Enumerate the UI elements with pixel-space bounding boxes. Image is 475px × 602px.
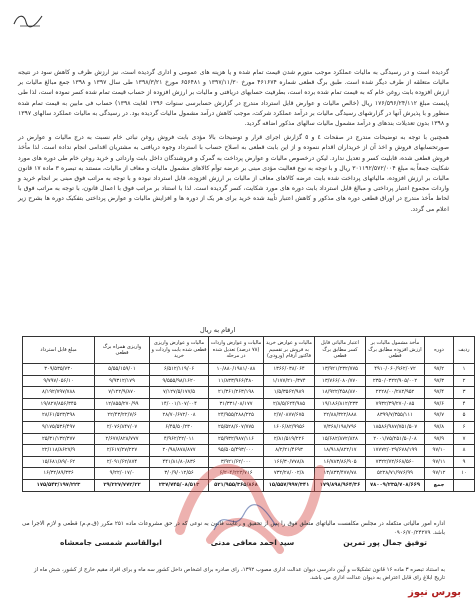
- table-units-label: ارقام به ریال: [200, 326, 236, 334]
- table-cell: ۶/۵۱۲/۱۱۹/۰۶: [150, 364, 209, 376]
- table-cell: ۱۶/۳۲/۸۹/۳۳۶: [23, 468, 95, 480]
- table-row: [23, 364, 475, 376]
- table-row: [23, 387, 475, 399]
- table-cell: ۷/۱۲۷/۵/۱۷۷/۵: [150, 387, 209, 399]
- table-cell: ۹۷/۸: [425, 421, 454, 433]
- table-cell: ۲۵/۵۲۸/۶۰۷/۷۷۵: [209, 421, 264, 433]
- table-cell: ۱۹/۱۸۶/۸۱۲/۲۳۳: [315, 398, 366, 410]
- table-cell: ۱۱/۸۳۳/۹۶۶/۴۸۰: [209, 375, 264, 387]
- table-cell: ۲/۰۷۶/۸۴۷/۰۷: [95, 421, 150, 433]
- table-cell: ۲/۶۱۷/۲۷/۲۲۷: [95, 445, 150, 457]
- table-cell: ۹۷/۳: [425, 375, 454, 387]
- table-cell: ۹۵/۵۰۵/۴۹۳/۰۰۰: [209, 445, 264, 457]
- table-cell: ۱۷۹/۸۹۸/۹۶۴/۳۶: [315, 479, 366, 491]
- table-cell: جمع: [425, 479, 454, 491]
- table-cell: ۱۳۶۶/۰۳۸/۰۶۴: [264, 364, 315, 376]
- header-purchase-tax: مالیات و عوارض خرید به فروش بر تقسیم فاکتور ارقام (ورودی): [264, 337, 315, 364]
- table-cell: ۳۱/۳۳۱/۰۸/۱۷۷: [209, 398, 264, 410]
- header-row-number: ردیف: [454, 337, 475, 364]
- table-cell: ۱۳/۹۲۱/۲۳۲/۷۷۵: [315, 364, 366, 376]
- table-cell: ۱۸۵۸۶/۹۸۷/۷۵۱/۵۰۷: [366, 421, 425, 433]
- table-row: [23, 375, 475, 387]
- table-cell: ۱/۱۷۷/۲۱۰/۳۷۴: [264, 375, 315, 387]
- table-cell: ۹/۷۹۷/۰۵۶/۱۰: [23, 375, 95, 387]
- table-cell: ۲۰/۹۸/۸۷۸/۸۷۷: [150, 445, 209, 457]
- table-cell: ۲۰۰۱/۷۵/۲۵۱/۵۰/۰۸: [366, 433, 425, 445]
- header-deposit: واریزی همراه برگ قطعی: [95, 337, 150, 364]
- table-cell: ۱۰: [454, 468, 475, 480]
- table-cell: ۵: [454, 410, 475, 422]
- table-cell: ۹۷/۹: [425, 433, 454, 445]
- table-row: [23, 421, 475, 433]
- table-cell: ۶: [454, 421, 475, 433]
- table-cell: ۹۷/۲: [425, 364, 454, 376]
- table-cell: [454, 479, 475, 491]
- table-cell: ۲/۸۱/۵۱۹/۲۲۶: [264, 433, 315, 445]
- table-cell: ۱۶۶/۳۰/۷۷۸/۸: [264, 456, 315, 468]
- signature-middle: سید احمد معافی مدنی: [210, 538, 295, 547]
- table-cell: ۶/۴۵/۵۰/۲۳۰: [150, 421, 209, 433]
- table-cell: ۲۵/۹۳۲/۹۸۷/۱۱۶: [209, 433, 264, 445]
- table-cell: ۹/۱۷۵/۵۳۶/۴۹۷: [23, 421, 95, 433]
- table-cell: ۹/۹۳۱۲/۱۷۹: [95, 375, 150, 387]
- table-cell: ۲: [454, 375, 475, 387]
- table-cell: ۹/۵۵۵/۹۸/۱۶۲۰: [150, 375, 209, 387]
- signature-right: ابوالقاسم شمسی جامعشاه: [60, 538, 162, 547]
- header-period: دوره: [425, 337, 454, 364]
- table-cell: ۱۹/۸۲۷/۸۵۶/۳۴۵: [23, 398, 95, 410]
- table-cell: ۹: [454, 456, 475, 468]
- table-cell: ۱۷۵/۵۴۳/۱۹۷/۲۲۳: [23, 479, 95, 491]
- signature-left: توفیق جمال پور تمرین: [343, 538, 427, 547]
- header-taxable-base: مأخذ مشمول مالیات بر ارزش افزوده مطابق برگ قطعی: [366, 337, 425, 364]
- table-cell: ۹۷/۶: [425, 398, 454, 410]
- table-cell: ۴/۹۶۲/۲۲/۰۱۱: [150, 433, 209, 445]
- table-cell: ۲/۷/۰۸۷۷/۶۷۵: [264, 410, 315, 422]
- table-cell: ۱۸/۹۲۲/۴۵۸/۸۷۰: [315, 387, 366, 399]
- table-cell: ۷۳۲۲/۷۲/۶۶۸/۵۶۰: [366, 456, 425, 468]
- table-cell: ۲/۸/۵/۶۲۴/۹۸۵: [264, 398, 315, 410]
- table-cell: ۱۵/۵۵۷/۹۹۷/۳۴۱: [264, 479, 315, 491]
- header-paid-tax: مالیات و عوارض واریزی قطعی شده بابت واردات و خرید: [150, 337, 209, 364]
- table-cell: ۷/۳۶۸/۱۹۸/۷۹۶: [315, 421, 366, 433]
- table-cell: ۶/۲۰۴/۲۲۳/۷۱۶: [209, 468, 264, 480]
- table-cell: ۱/۵/۳۵۶۲/۹۸۹: [264, 387, 315, 399]
- table-cell: ۳: [454, 387, 475, 399]
- table-cell: ۱۸/۹۱۸/۸۲۲/۱۷: [315, 445, 366, 457]
- table-cell: ۲۳۵۰/۰۳۲۲/۹۰۵/۰۰۲: [366, 375, 425, 387]
- table-cell: ۵۲۱/۹۵۵/۳۶۵/۸۶۸: [209, 479, 264, 491]
- table-cell: ۱۵/۶۸۲/۸۷۲/۸۲۸: [315, 433, 366, 445]
- table-cell: ۹۷/۱۰: [425, 445, 454, 457]
- table-cell: ۲/۶۷۷/۸۲۸/۷۷۷: [95, 433, 150, 445]
- table-cell: ۹/۲۲/۰۱۷/۰: [95, 468, 150, 480]
- table-cell: ۲۲/۱۱۸/۸۶۲۷/۹: [23, 445, 95, 457]
- header-refundable: مبلغ قابل استرداد: [23, 337, 95, 364]
- table-cell: ۱۳/۸۳۳/۴۷۷/۷۸: [315, 468, 366, 480]
- table-cell: ۷/۱۲۲/۹/۸۷۰: [95, 387, 150, 399]
- table-cell: ۲۸/۷۰/۶۷۲/۰۰۸: [150, 410, 209, 422]
- table-cell: ۹۷/۱۲: [425, 468, 454, 480]
- table-cell: ۳/۰/۹/۰۱۲/۵۶: [150, 468, 209, 480]
- table-row: [23, 410, 475, 422]
- table-cell: ۸: [454, 445, 475, 457]
- table-cell: ۲۲/۸۸/۳۲۲/۸۸۸: [315, 410, 366, 422]
- signature-scribble-icon: [210, 500, 280, 540]
- table-cell: ۲۵/۳۱/۱۳۲/۳۷۷: [23, 433, 95, 445]
- table-cell: ۸/۱۹۲/۷۹۷/۷۸۸: [23, 387, 95, 399]
- table-cell: ۴: [454, 398, 475, 410]
- table-cell: ۱۶/۷۸۳/۸۶/۹۰۵: [315, 456, 366, 468]
- body-paragraph-1: گردیده است و در رسیدگی به مالیات عملکرد موجب متورم شدن قیمت تمام شده و یا هزینه های عمومی و اداری گردیده است، نیز ارزش ظرف و کاهش سود در نتیجه مالیات متعلقه از طرف دیگر شده است. طبق برگ قطعی شماره ۴۶۱۶۷۴ مورخ ۱۳۹۷/۱۱/۳۰ و ۶۵۶۴۸۱ مورخ ۱۳۹۸/۳/۲۱ طی سال ۱۳۹۷ و ۱۳۹۸ جمع مبالغ مالیات بر ارزش افزوده بابت روغن خام که به قیمت تمام شده برده است، بطرفیت حسابهای دریافتی و مالیات بر ارزش افزوده از حساب قیمت تمام شده کسر نموده است، لذا طی پایست مبلغ ۱۷۶/۵۹۶/۲۴/۱۱۲ ریال (خالص مالیات و عوارض قابل استرداد مندرج در گزارش حسابرسی سنوات ۱۳۹۶ لغایت ۱۳۹۸) حساب فی مابین به قیمت تمام شده منظور و با پذیرش آنها در گزارشهای رسیدگی مالیات بر درآمد عملکرد شرکت، موجب کاهش درآمد مشمول مالیات گردیده بود. در رسیدگی به مالیات عملکرد سالهای ۱۳۹۷ و ۱۳۹۸ بدون تعدیلات بندهای و درآمد مشمول مالیات سالهای مذکور اضافه گردید.: [18, 69, 450, 128]
- table-cell: ۹۷/۴: [425, 387, 454, 399]
- table-cell: ۹۷/۱۱: [425, 456, 454, 468]
- table-cell: ۱۴/۰۰۱/۱۰۷/۰۰۴: [150, 398, 209, 410]
- document-body: [18, 68, 449, 219]
- table-cell: ۲۲/۴۳/۲۲/۷/۶: [95, 410, 150, 422]
- table-cell: ۴۹۱۰/۰۶۰/۹۶۲/۰۷۲: [366, 364, 425, 376]
- table-cell: ۲۴/۹۵۵/۲۸۸/۲۲۵: [209, 410, 264, 422]
- footer-text: اداره امور مالیاتی متکفله در مجلس مکلفست مالیاتهای متعلق فوق را پس از تحقیق و رعایت قانون به نوعی که در حق مشروعات ماده ۲۵۱ مکرر (ق.م.م) قطعی و لازم الاجرا می باشد. ۰۹۰۶/۷۰/۲۴۲۷۹: [22, 521, 445, 536]
- table-cell: ۱۰/۸۸۰/۱۹۸۱/۰۸۸: [209, 364, 264, 376]
- table-row: [23, 398, 475, 410]
- table-cell: ۵/۵۵/۱۵۹/۰۱: [95, 364, 150, 376]
- table-cell: ۱۵/۶۸۱/۸۹/۰۶۲: [23, 456, 95, 468]
- body-paragraph-2: همچنین با توجه به توضیحات مندرج در صفحات ٤ و ٥ گزارش اجرای قرار و توضیحات بالا مؤدی بابت فروش روغن نباتی خام نسبت به درج مالیات و عوارض در صورتحسابهای فروش و اخذ آن از خریداران اقدام ننموده و از این بابت قطعی به اصلاح حساب با استرداد وجوه دریافتی به مشتریان اقدامی انجام نداده است. لذا مأخذ فروش قطعی شده، قابلیت کسر و تعدیل ندارد. لیکن درخصوص مالیات و عوارض پرداخت به گمرک و فروشندگان داخل بابت وارداتی و خرید روغن خام طی دوره های مورد شکایت جمعاً به مبلغ ۳۰۱۱۹۲/۵۷۲/۰۰۴ ریال و با توجه به نوع فعالیت مؤدی مبنی بر عرضه توأم کالاهای مشمول مالیات و معاف از مالیات، مستند به تبصره ۳ ماده ۱۷ قانون مالیات بر ارزش افزوده، مالیاتهای پرداخت شده بابت عرضه کالاهای معاف از مالیات بر ارزش افزوده، قابل استرداد نبوده و با توجه به مراتب فوق مبنی بر انجام خرید و واردات مجموع اعتبار پرداختی و مبالغ قابل استرداد بابت دوره های مورد شکایت، کسر گردیده است. لذا با استناد بر مراتب فوق با اعمال قانون، با توجه به مراتب فوق با لحاظ مأخذ مندرج در اوراق قطعی دوره های مذکور و کاهش اعتبار تأیید شده خرید برای هر یک از دوره ها و افزایش مالیات و عوارض پرداختی بتفکیک دوره ها بشرح زیر اعلام می گردد.: [18, 134, 450, 213]
- table-cell: ۹۷/۷: [425, 410, 454, 422]
- table-cell: ۷۹۳۲/۳۹/۲۷۰/۰۸۵: [366, 398, 425, 410]
- table-cell: ۱۳/۷۶۶/۰۸۰/۷۷۰: [315, 375, 366, 387]
- table-cell: ۲/۰۹۱/۶۲/۸۷۴: [95, 456, 150, 468]
- table-cell: ۸/۲/۲۱/۴۶۹۳: [264, 445, 315, 457]
- table-cell: ۲۹/۲۲۷/۷۷۲/۲۲: [95, 479, 150, 491]
- table-cell: ۴۴۱/۸۱/۸۰/۸۳۶: [150, 456, 209, 468]
- table-cell: ۷۳۲/۲۸/۰۰۲/۸: [264, 468, 315, 480]
- table-cell: ۱: [454, 364, 475, 376]
- table-cell: ۷: [454, 433, 475, 445]
- table-cell: ۳۰۹/۵۳۵/۷۳۰: [23, 364, 95, 376]
- table-cell: ۱۲/۸۵۵/۲۷۰/۹۹: [95, 398, 150, 410]
- handwritten-mark-icon: [12, 10, 46, 30]
- table-cell: ۱۷۷۷۲/۰۲۹/۶۷۸/۱۹۹: [366, 445, 425, 457]
- table-cell: ۵۲۲۸/۷۱/۹۷۶/۹۹: [366, 468, 425, 480]
- table-cell: ۲۱/۳۶۱/۲۶۳/۱۹۸: [209, 387, 264, 399]
- table-cell: ۳/۹۲۱/۶۲/۰۰۰: [209, 456, 264, 468]
- table-cell: ۱۶۰۶/۸۲/۹۹۵۶: [264, 421, 315, 433]
- table-cell: ۲۸/۶۱/۵۲۳/۳۹۸: [23, 410, 95, 422]
- brand-watermark: بورس نیوز: [408, 587, 461, 598]
- table-cell: ۲۲۲۸/۰۰/۲۸۲/۹۵۲: [366, 387, 425, 399]
- header-deductible-credit: اعتبار مالیاتی قابل کسر مطابق برگ قطعی: [315, 337, 366, 364]
- table-cell: ۷۸۰۰۹/۲۳۵/۷۰۸/۶۶۹: [366, 479, 425, 491]
- table-cell: ۸۳۹۹/۷/۳۵۵/۱۱۱: [366, 410, 425, 422]
- header-import-tax: مالیات و عوارض واردات (۷۸ درصد) تعدیل شده در مرحله: [209, 337, 264, 364]
- appeal-notice: به استناد تبصره ۳ ماده ۱۶ قانون تشکیلات و آیین دادرسی دیوان عدالت اداری مصوب ۱۳۹۲، رای صادره برای اشخاص داخل کشور سه ماه و برای افراد مقیم خارج از کشور، شش ماه از تاریخ ابلاغ رای قابل اعتراض به دیوان عدالت اداری می باشد.: [34, 567, 445, 581]
- table-header-row: [23, 337, 475, 364]
- table-cell: ۲۳۷/۷۴۵/۰۸/۵۱۳: [150, 479, 209, 491]
